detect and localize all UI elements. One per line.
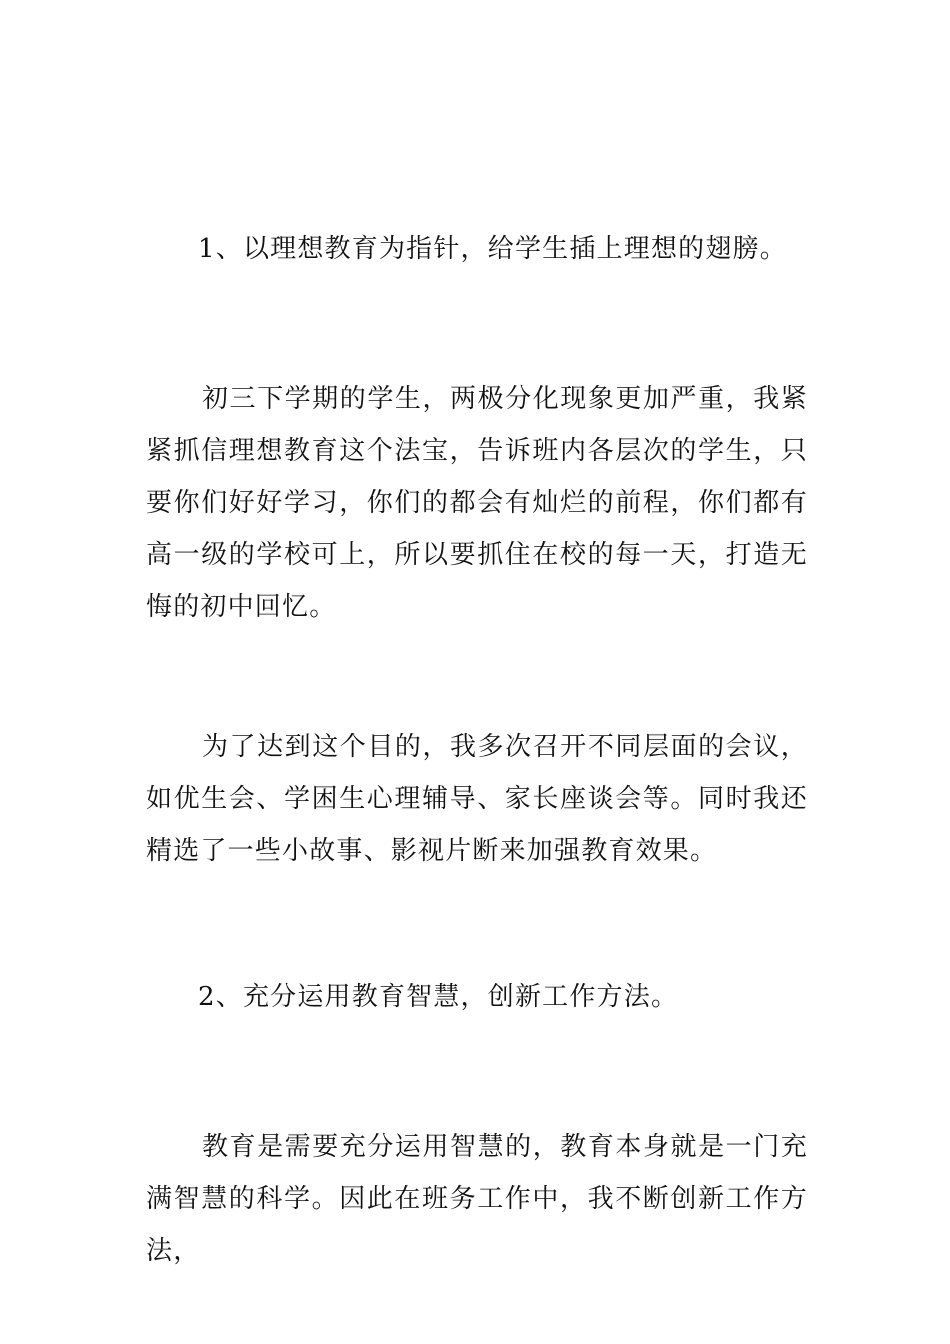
paragraph-education-wisdom: 教育是需要充分运用智慧的，教育本身就是一门充满智慧的科学。因此在班务工作中，我不断创新工作方法， (146, 1132, 808, 1266)
paragraph-ideal-education: 初三下学期的学生，两极分化现象更加严重，我紧紧抓信理想教育这个法宝，告诉班内各层次的学生，只要你们好好学习，你们的都会有灿烂的前程，你们都有高一级的学校可上，所以要抓住在校的每一天，打造无悔的初中回忆。 (146, 384, 808, 622)
section-heading-1: 1、以理想教育为指针，给学生插上理想的翅膀。 (198, 234, 787, 264)
paragraph-meetings: 为了达到这个目的，我多次召开不同层面的会议，如优生会、学困生心理辅导、家长座谈会等。同时我还精选了一些小故事、影视片断来加强教育效果。 (146, 732, 808, 866)
section-heading-2: 2、充分运用教育智慧，创新工作方法。 (198, 982, 679, 1012)
